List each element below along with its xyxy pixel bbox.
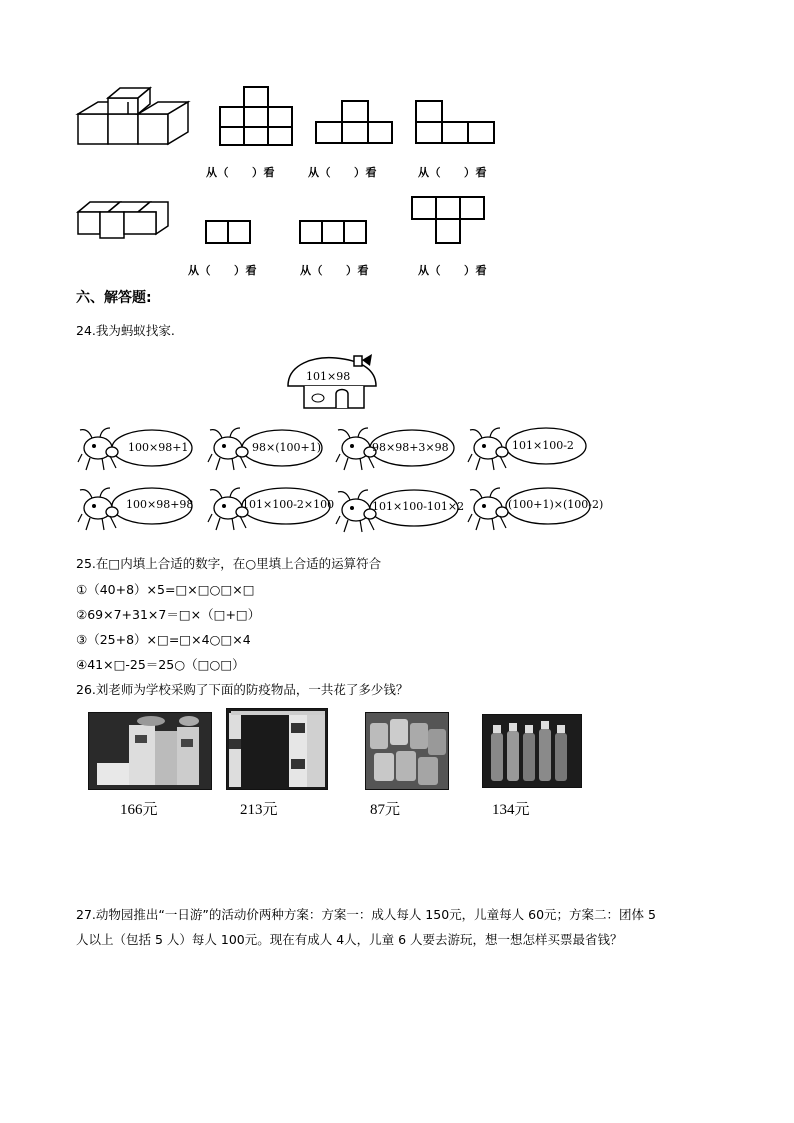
mushroom-house: [284, 354, 384, 412]
view-figure-1a: [218, 85, 294, 147]
q25-text: 25.在□内填上合适的数字，在○里填上合适的运算符合: [76, 556, 382, 571]
q24-text: 24.我为蚂蚁找家.: [76, 323, 175, 338]
ant-1[interactable]: [76, 426, 196, 472]
ant-2[interactable]: [206, 426, 326, 472]
house-label: 101×98: [306, 370, 351, 383]
ant-label: 98×98+3×98: [372, 441, 449, 454]
product-photo-4: [482, 714, 582, 788]
section-heading: 六、解答题:: [76, 290, 152, 306]
product-photo-2: [226, 708, 328, 790]
ant-8[interactable]: [466, 486, 604, 532]
view-figure-2c: [410, 195, 488, 245]
view-figure-1b: [314, 99, 394, 145]
ant-3[interactable]: [334, 426, 458, 472]
view-caption-1a: 从（ ）看: [206, 166, 275, 179]
q25-item-3: ③（25+8）×□=□×4○□×4: [76, 632, 251, 647]
view-figure-2b: [298, 219, 370, 245]
view-caption-2c: 从（ ）看: [418, 264, 487, 277]
q27-line-2: 人以上（包括 5 人）每人 100元。现在有成人 4人，儿童 6 人要去游玩，想一想怎样买票最省钱？: [76, 932, 623, 947]
view-figure-1c: [414, 99, 498, 145]
ant-7[interactable]: [334, 488, 464, 534]
ant-label: 100×98+98: [126, 498, 194, 511]
q25-item-4: ④41×□-25＝25○（□○□）: [76, 657, 245, 672]
q25-item-2: ②69×7+31×7＝□×（□+□）: [76, 607, 261, 622]
ant-label: (100+1)×(100-2): [508, 498, 604, 511]
ant-label: 101×100-2×100: [242, 498, 335, 511]
ant-6[interactable]: [206, 486, 336, 532]
price-2: 213元: [240, 802, 278, 818]
price-4: 134元: [492, 802, 530, 818]
ant-label: 100×98+1: [128, 441, 189, 454]
price-1: 166元: [120, 802, 158, 818]
view-caption-1c: 从（ ）看: [418, 166, 487, 179]
q27-line-1: 27.动物园推出“一日游”的活动价两种方案：方案一：成人每人 150元，儿童每人 60元；方案二：团体 5: [76, 907, 656, 922]
product-photo-3: [365, 712, 449, 790]
view-caption-1b: 从（ ）看: [308, 166, 377, 179]
isometric-cubes-figure-1: [76, 84, 191, 146]
view-caption-2a: 从（ ）看: [188, 264, 257, 277]
product-photo-1: [88, 712, 212, 790]
ant-label: 101×100-101×2: [372, 500, 465, 513]
q26-text: 26.刘老师为学校采购了下面的防疫物品，一共花了多少钱？: [76, 682, 409, 697]
ant-label: 101×100-2: [512, 439, 574, 452]
q25-item-1: ①（40+8）×5=□×□○□×□: [76, 582, 255, 597]
price-3: 87元: [370, 802, 401, 818]
view-figure-2a: [204, 219, 252, 245]
view-caption-2b: 从（ ）看: [300, 264, 369, 277]
ant-5[interactable]: [76, 486, 196, 532]
ant-label: 98×(100+1): [252, 441, 322, 454]
isometric-cubes-figure-2: [76, 200, 172, 240]
ant-4[interactable]: [466, 424, 590, 472]
